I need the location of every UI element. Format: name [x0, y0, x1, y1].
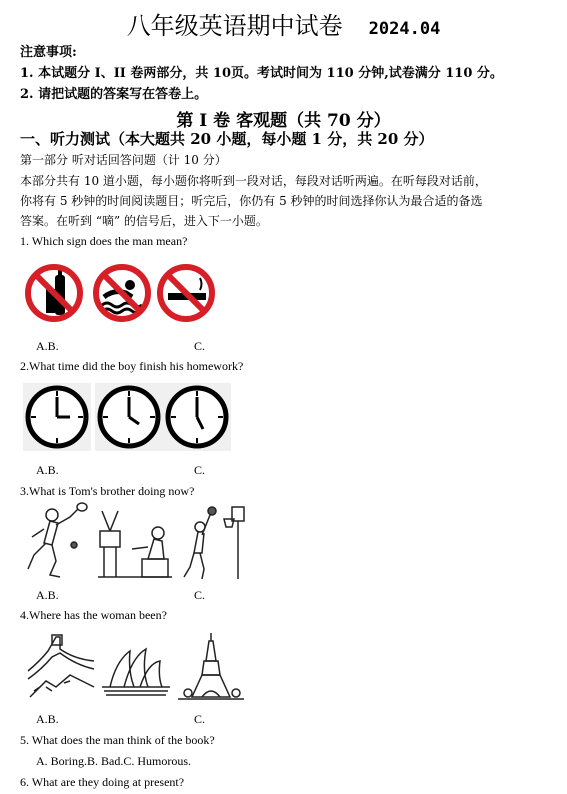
- exam-title: [0, 6, 567, 41]
- q4-options-ab: A.B.: [36, 712, 59, 726]
- instruction-line-1: 本部分共有 10 道小题，每小题你将听到一段对话，每段对话听两遍。在听每段对话前，: [20, 174, 487, 188]
- q2-option-c: C.: [194, 463, 206, 477]
- notice-item-2: 2. 请把试题的答案写在答卷上。: [20, 87, 208, 102]
- q3-option-c: C.: [194, 588, 206, 602]
- question-6: 6. What are they doing at present?: [20, 775, 185, 789]
- instruction-line-3: 答案。在听到 “嘀” 的信号后，进入下一小题。: [20, 214, 268, 228]
- no-smoking-icon: [156, 263, 216, 323]
- badminton-player-icon: [22, 503, 90, 581]
- opera-house-icon: [100, 631, 172, 701]
- q1-option-c: C.: [194, 339, 206, 353]
- no-swimming-icon: [92, 263, 152, 323]
- clock-icon: [163, 383, 231, 451]
- basketball-player-icon: [176, 503, 246, 581]
- clock-icon: [95, 383, 163, 451]
- question-5: 5. What does the man think of the book?: [20, 733, 215, 747]
- question-3: 3.What is Tom's brother doing now?: [20, 484, 195, 498]
- section-title: 第 I 卷 客观题（共 70 分）: [176, 111, 391, 131]
- exam-date: 2024.04: [368, 19, 441, 39]
- q1-options-ab: A.B.: [36, 339, 59, 353]
- tv-watching-icon: [96, 503, 174, 581]
- q5-options: A. Boring.B. Bad.C. Humorous.: [36, 754, 192, 768]
- q4-option-c: C.: [194, 712, 206, 726]
- clock-icon: [23, 383, 91, 451]
- question-2: 2.What time did the boy finish his homework?: [20, 359, 244, 373]
- great-wall-icon: [26, 631, 96, 701]
- notice-heading: 注意事项:: [20, 45, 77, 60]
- q2-options-ab: A.B.: [36, 463, 59, 477]
- eiffel-tower-icon: [176, 631, 246, 703]
- no-drinking-icon: [24, 263, 84, 323]
- instruction-line-2: 你将有 5 秒钟的时间阅读题目；听完后，你仍有 5 秒钟的时间选择你认为最合适的备选: [20, 194, 483, 208]
- title-text: 八年级英语期中试卷: [126, 12, 343, 40]
- question-1: 1. Which sign does the man mean?: [20, 234, 188, 248]
- notice-item-1: 1. 本试题分 I、II 卷两部分，共 10页。考试时间为 110 分钟,试卷满分 110 分。: [20, 66, 503, 81]
- q3-options-ab: A.B.: [36, 588, 59, 602]
- question-4: 4.Where has the woman been?: [20, 608, 167, 622]
- part-subheading: 第一部分 听对话回答问题（计 10 分）: [20, 153, 227, 167]
- part-heading: 一、听力测试（本大题共 20 小题，每小题 1 分，共 20 分）: [20, 130, 434, 148]
